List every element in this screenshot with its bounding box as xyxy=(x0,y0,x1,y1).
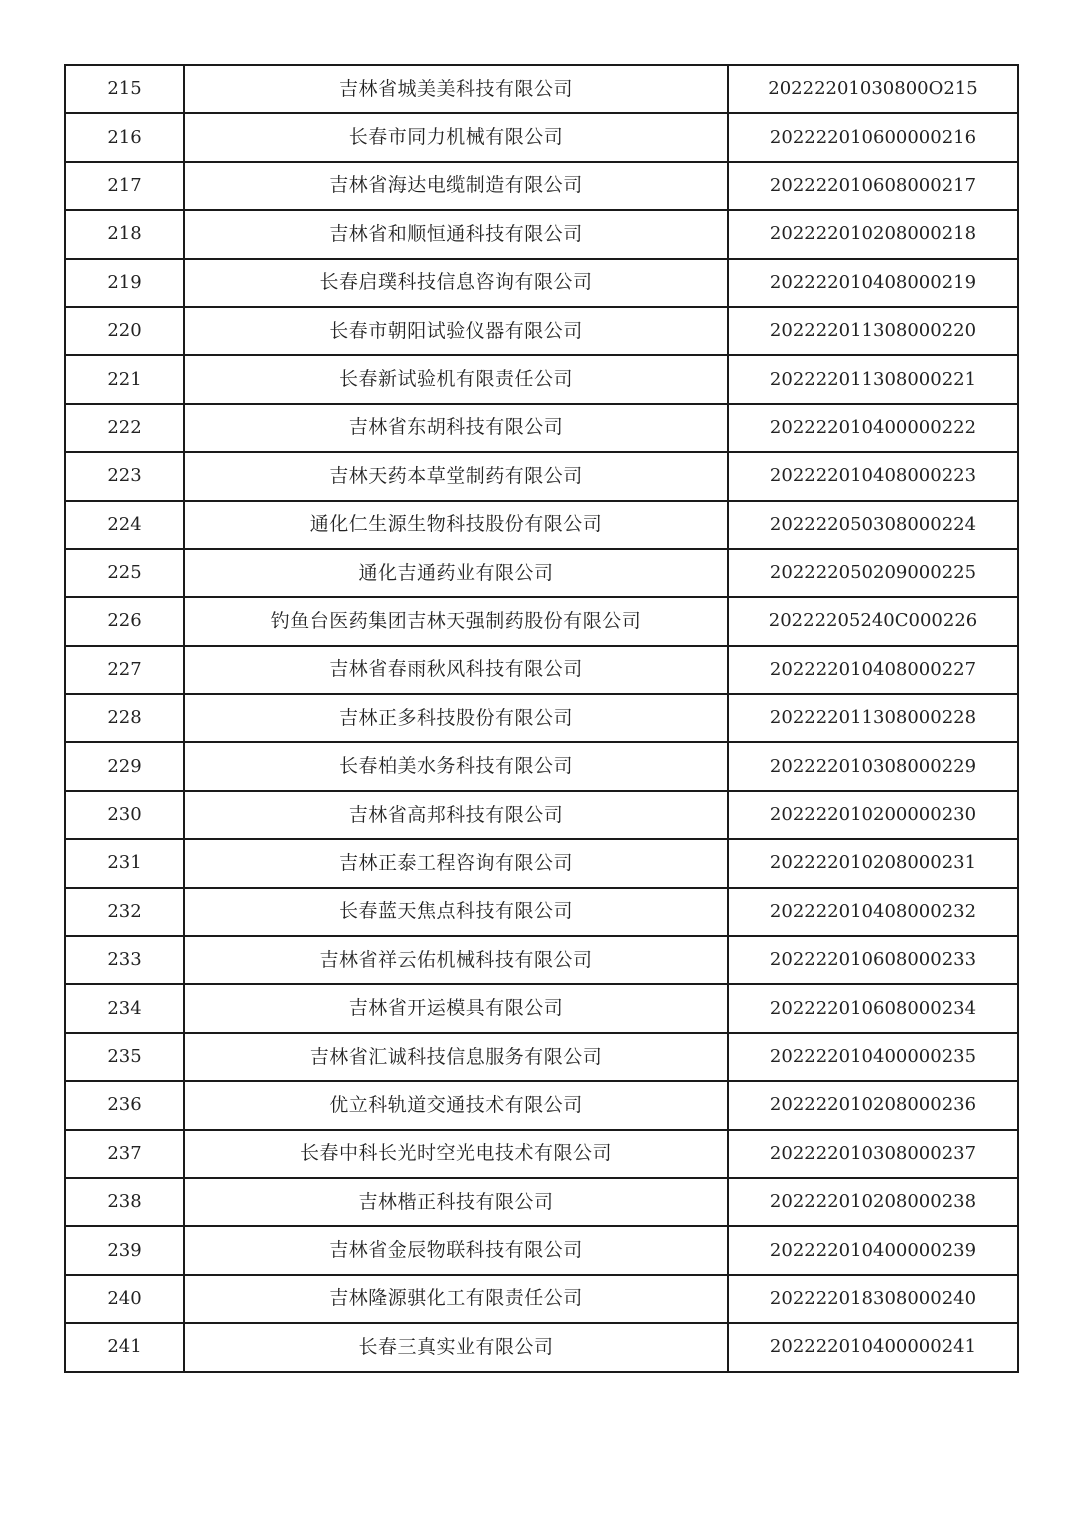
company-name-cell: 通化吉通药业有限公司 xyxy=(184,549,728,597)
serial-number-cell: 239 xyxy=(65,1226,184,1274)
serial-number-cell: 234 xyxy=(65,984,184,1032)
serial-number-cell: 227 xyxy=(65,646,184,694)
table-row xyxy=(65,1081,1018,1129)
serial-number-cell: 220 xyxy=(65,307,184,355)
table-row xyxy=(65,307,1018,355)
company-name-cell: 长春蓝天焦点科技有限公司 xyxy=(184,888,728,936)
company-name-cell: 吉林省春雨秋风科技有限公司 xyxy=(184,646,728,694)
registration-code-cell: 202222011308000221 xyxy=(728,355,1018,403)
company-name-cell: 长春中科长光时空光电技术有限公司 xyxy=(184,1130,728,1178)
registration-code-cell: 202222010408000219 xyxy=(728,259,1018,307)
registration-code-cell: 202222010400000241 xyxy=(728,1323,1018,1371)
table-row xyxy=(65,549,1018,597)
serial-number-cell: 237 xyxy=(65,1130,184,1178)
serial-number-cell: 216 xyxy=(65,113,184,161)
registration-code-cell: 202222010600000216 xyxy=(728,113,1018,161)
company-name-cell: 长春柏美水务科技有限公司 xyxy=(184,742,728,790)
company-name-cell: 吉林楷正科技有限公司 xyxy=(184,1178,728,1226)
company-name-cell: 长春新试验机有限责任公司 xyxy=(184,355,728,403)
company-name-cell: 优立科轨道交通技术有限公司 xyxy=(184,1081,728,1129)
table-row xyxy=(65,1323,1018,1371)
company-name-cell: 吉林省和顺恒通科技有限公司 xyxy=(184,210,728,258)
registration-code-cell: 202222010208000238 xyxy=(728,1178,1018,1226)
registration-code-cell: 202222011308000220 xyxy=(728,307,1018,355)
registration-code-cell: 20222201030800O215 xyxy=(728,65,1018,113)
serial-number-cell: 231 xyxy=(65,839,184,887)
serial-number-cell: 240 xyxy=(65,1275,184,1323)
registration-code-cell: 202222010400000222 xyxy=(728,404,1018,452)
table-row xyxy=(65,404,1018,452)
table-row xyxy=(65,1178,1018,1226)
company-name-cell: 吉林隆源骐化工有限责任公司 xyxy=(184,1275,728,1323)
registration-code-cell: 202222010208000231 xyxy=(728,839,1018,887)
table-row xyxy=(65,694,1018,742)
table-row xyxy=(65,646,1018,694)
registration-code-cell: 202222010208000218 xyxy=(728,210,1018,258)
company-name-cell: 长春市同力机械有限公司 xyxy=(184,113,728,161)
company-name-cell: 钓鱼台医药集团吉林天强制药股份有限公司 xyxy=(184,597,728,645)
serial-number-cell: 224 xyxy=(65,501,184,549)
company-name-cell: 长春三真实业有限公司 xyxy=(184,1323,728,1371)
serial-number-cell: 228 xyxy=(65,694,184,742)
registration-code-cell: 202222010400000239 xyxy=(728,1226,1018,1274)
registration-code-cell: 202222010408000227 xyxy=(728,646,1018,694)
registration-code-cell: 202222010200000230 xyxy=(728,791,1018,839)
serial-number-cell: 223 xyxy=(65,452,184,500)
serial-number-cell: 235 xyxy=(65,1033,184,1081)
serial-number-cell: 219 xyxy=(65,259,184,307)
serial-number-cell: 230 xyxy=(65,791,184,839)
registration-code-cell: 202222050209000225 xyxy=(728,549,1018,597)
serial-number-cell: 241 xyxy=(65,1323,184,1371)
table-row xyxy=(65,501,1018,549)
company-list-table xyxy=(64,64,1019,1373)
serial-number-cell: 229 xyxy=(65,742,184,790)
company-name-cell: 长春市朝阳试验仪器有限公司 xyxy=(184,307,728,355)
company-name-cell: 吉林省开运模具有限公司 xyxy=(184,984,728,1032)
table-row xyxy=(65,452,1018,500)
table-row xyxy=(65,1033,1018,1081)
registration-code-cell: 202222010400000235 xyxy=(728,1033,1018,1081)
serial-number-cell: 221 xyxy=(65,355,184,403)
registration-code-cell: 202222011308000228 xyxy=(728,694,1018,742)
registration-code-cell: 202222010408000232 xyxy=(728,888,1018,936)
table-row xyxy=(65,888,1018,936)
table-row xyxy=(65,1226,1018,1274)
table-row xyxy=(65,791,1018,839)
serial-number-cell: 225 xyxy=(65,549,184,597)
registration-code-cell: 202222010208000236 xyxy=(728,1081,1018,1129)
company-name-cell: 长春启璞科技信息咨询有限公司 xyxy=(184,259,728,307)
company-name-cell: 吉林省东胡科技有限公司 xyxy=(184,404,728,452)
table-row xyxy=(65,1130,1018,1178)
table-row xyxy=(65,1275,1018,1323)
table-row xyxy=(65,162,1018,210)
registration-code-cell: 202222010408000223 xyxy=(728,452,1018,500)
registration-code-cell: 202222010308000237 xyxy=(728,1130,1018,1178)
serial-number-cell: 215 xyxy=(65,65,184,113)
table-row xyxy=(65,355,1018,403)
company-name-cell: 吉林省祥云佑机械科技有限公司 xyxy=(184,936,728,984)
registration-code-cell: 202222010608000234 xyxy=(728,984,1018,1032)
table-row xyxy=(65,742,1018,790)
table-body xyxy=(65,65,1018,1372)
serial-number-cell: 218 xyxy=(65,210,184,258)
serial-number-cell: 232 xyxy=(65,888,184,936)
serial-number-cell: 233 xyxy=(65,936,184,984)
company-name-cell: 吉林省城美美科技有限公司 xyxy=(184,65,728,113)
table-row xyxy=(65,597,1018,645)
company-name-cell: 吉林正多科技股份有限公司 xyxy=(184,694,728,742)
table-row xyxy=(65,113,1018,161)
registration-code-cell: 202222010608000217 xyxy=(728,162,1018,210)
company-name-cell: 吉林省金辰物联科技有限公司 xyxy=(184,1226,728,1274)
registration-code-cell: 202222010308000229 xyxy=(728,742,1018,790)
company-name-cell: 吉林正泰工程咨询有限公司 xyxy=(184,839,728,887)
table-row xyxy=(65,839,1018,887)
serial-number-cell: 226 xyxy=(65,597,184,645)
company-name-cell: 吉林省汇诚科技信息服务有限公司 xyxy=(184,1033,728,1081)
serial-number-cell: 236 xyxy=(65,1081,184,1129)
registration-code-cell: 202222050308000224 xyxy=(728,501,1018,549)
registration-code-cell: 20222205240C000226 xyxy=(728,597,1018,645)
table-row xyxy=(65,210,1018,258)
company-name-cell: 吉林省海达电缆制造有限公司 xyxy=(184,162,728,210)
serial-number-cell: 238 xyxy=(65,1178,184,1226)
company-name-cell: 吉林天药本草堂制药有限公司 xyxy=(184,452,728,500)
registration-code-cell: 202222018308000240 xyxy=(728,1275,1018,1323)
table-row xyxy=(65,936,1018,984)
table-row xyxy=(65,259,1018,307)
table-row xyxy=(65,984,1018,1032)
table-row xyxy=(65,65,1018,113)
serial-number-cell: 222 xyxy=(65,404,184,452)
company-name-cell: 吉林省高邦科技有限公司 xyxy=(184,791,728,839)
company-name-cell: 通化仁生源生物科技股份有限公司 xyxy=(184,501,728,549)
registration-code-cell: 202222010608000233 xyxy=(728,936,1018,984)
serial-number-cell: 217 xyxy=(65,162,184,210)
